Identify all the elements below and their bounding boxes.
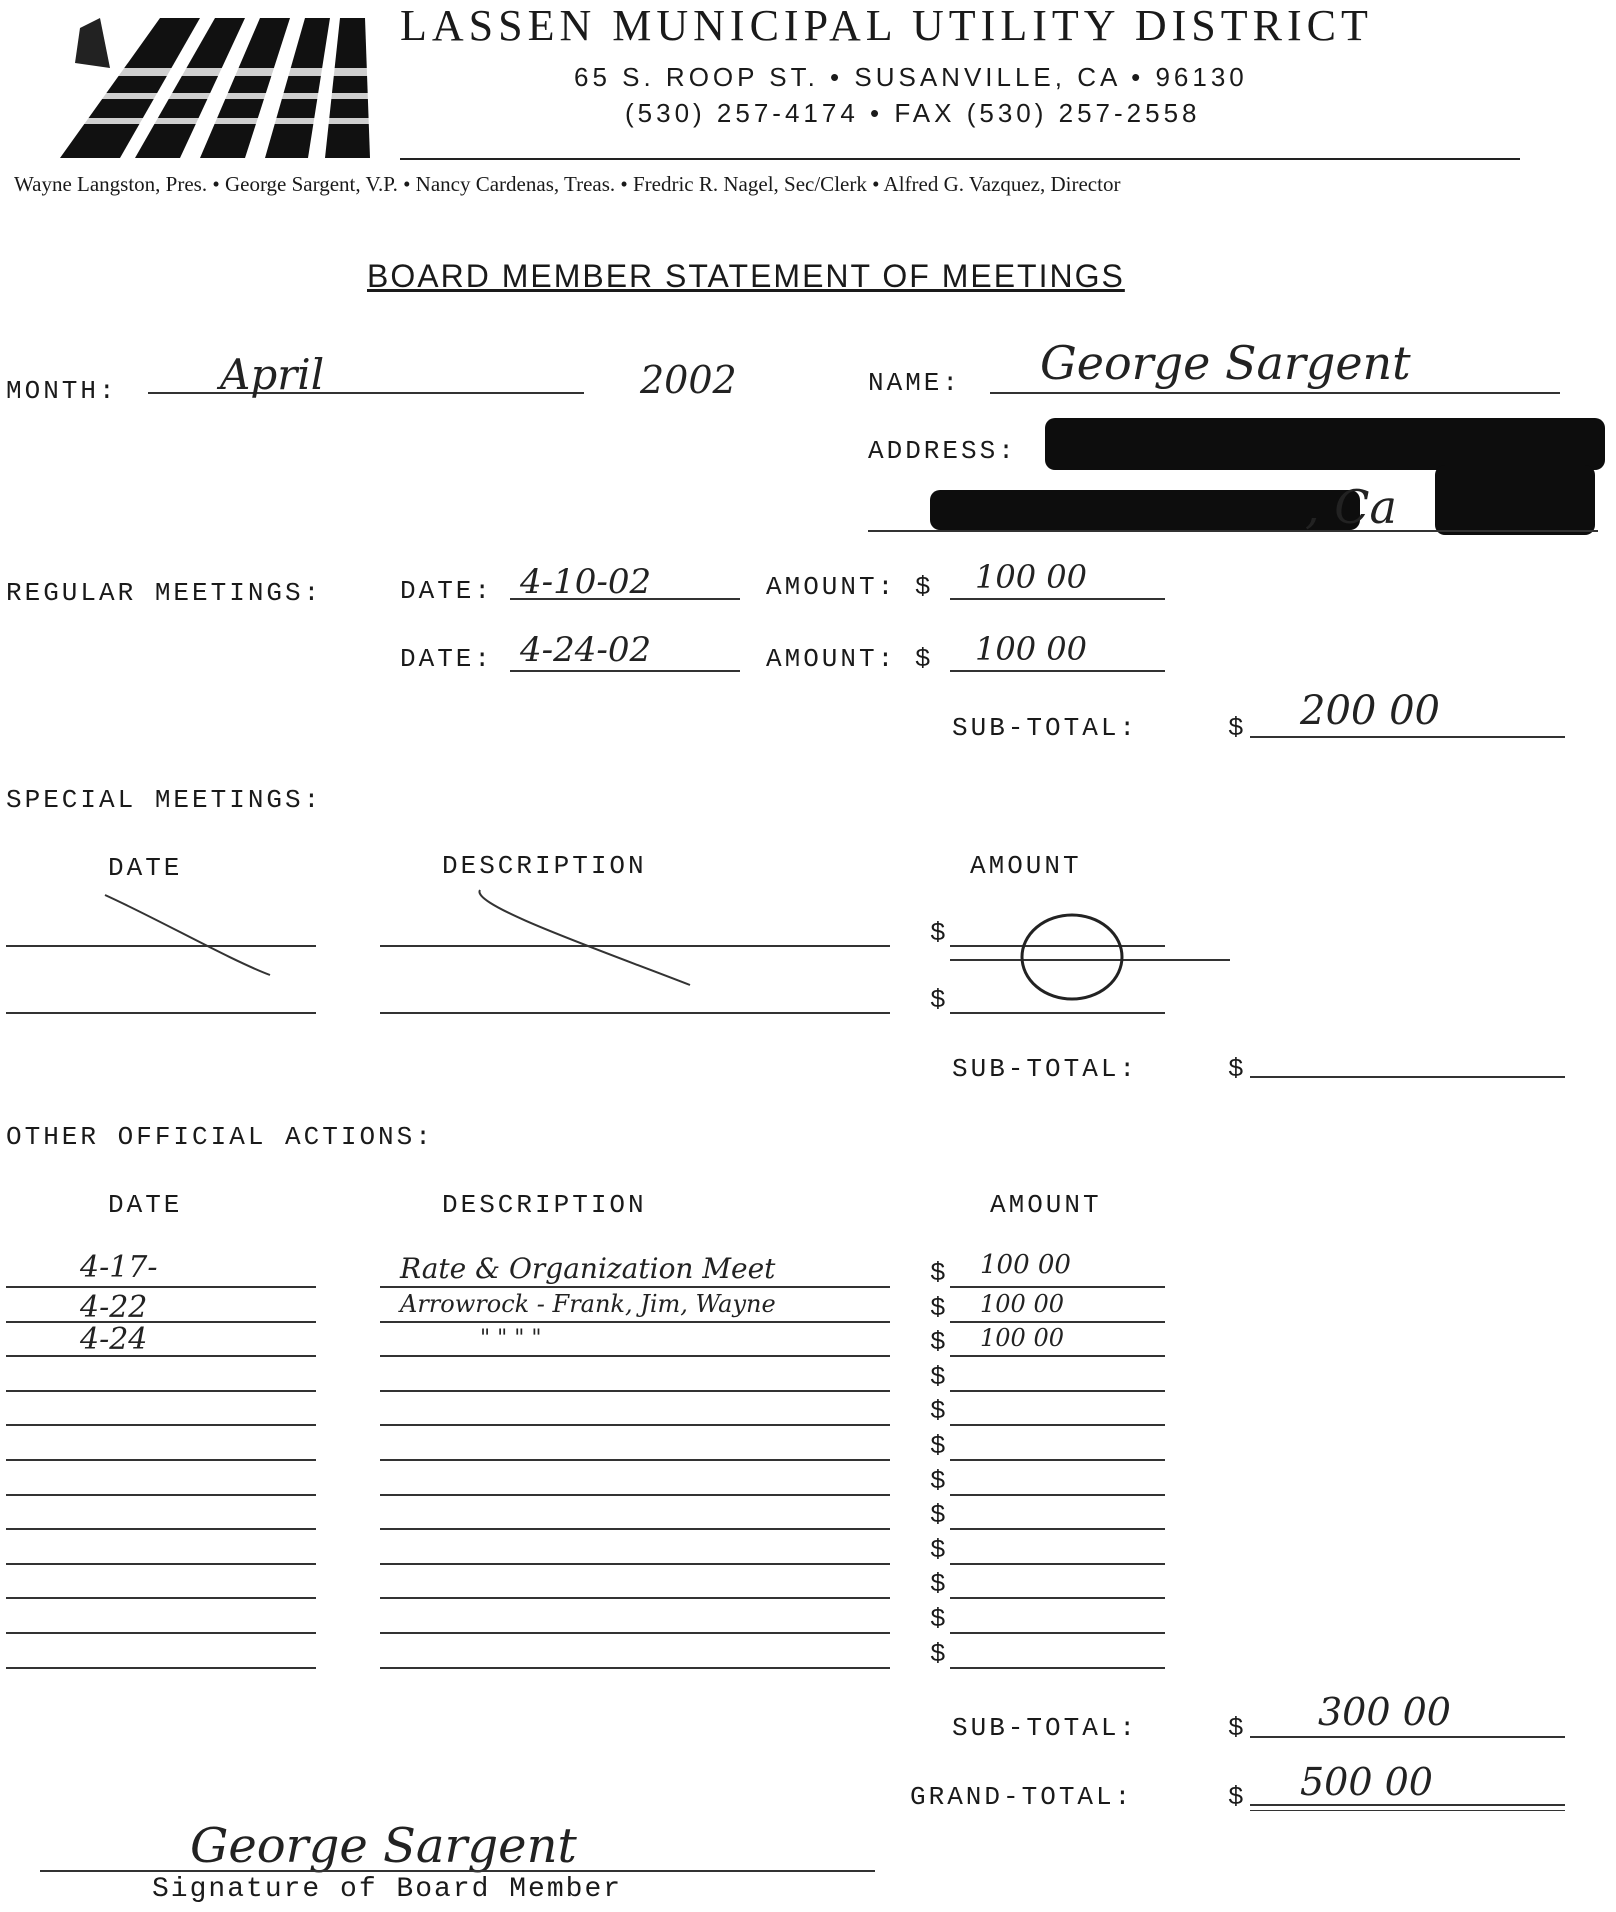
address-line (868, 530, 1598, 532)
regular-meetings-label: REGULAR MEETINGS: (6, 578, 323, 608)
other-description-line (380, 1563, 890, 1565)
regular-subtotal-currency: $ (1228, 713, 1247, 743)
special-col-amount: AMOUNT (970, 851, 1082, 881)
other-date-line (6, 1597, 316, 1599)
other-row-amount-3[interactable]: 100 00 (980, 1324, 1064, 1352)
other-description-line (380, 1459, 890, 1461)
other-description-line (380, 1424, 890, 1426)
grand-total-label: GRAND-TOTAL: (910, 1782, 1134, 1812)
other-amount-line (950, 1632, 1165, 1634)
other-col-amount: AMOUNT (990, 1190, 1102, 1220)
grand-total-value[interactable]: 500 00 (1300, 1760, 1433, 1804)
regular-amount-1[interactable]: 100 00 (975, 558, 1087, 596)
org-address: 65 S. ROOP ST. • SUSANVILLE, CA • 96130 (574, 62, 1248, 92)
other-date-line (6, 1424, 316, 1426)
other-subtotal-line (1250, 1736, 1565, 1738)
other-row-date-2[interactable]: 4-22 (80, 1290, 148, 1325)
regular-subtotal-value[interactable]: 200 00 (1300, 688, 1440, 734)
regular-date-label-1: DATE: (400, 576, 494, 606)
address-label: ADDRESS: (868, 436, 1017, 466)
other-currency-sign: $ (930, 1396, 946, 1426)
other-amount-line (950, 1390, 1165, 1392)
other-description-line (380, 1528, 890, 1530)
month-label: MONTH: (6, 376, 118, 406)
other-currency-sign: $ (930, 1639, 946, 1669)
org-phones: (530) 257-4174 • FAX (530) 257-2558 (625, 98, 1201, 128)
other-row-description-3[interactable]: " " " " (480, 1326, 542, 1351)
special-meetings-label: SPECIAL MEETINGS: (6, 785, 323, 815)
other-amount-line (950, 1494, 1165, 1496)
other-row-amount-2[interactable]: 100 00 (980, 1290, 1064, 1318)
regular-date-line-2 (510, 670, 740, 672)
org-name: LASSEN MUNICIPAL UTILITY DISTRICT (400, 1, 1373, 50)
other-amount-line (950, 1424, 1165, 1426)
grand-total-line (1250, 1804, 1565, 1806)
regular-amount-line-2 (950, 670, 1165, 672)
other-amount-line (950, 1597, 1165, 1599)
other-amount-line (950, 1321, 1165, 1323)
other-date-line (6, 1459, 316, 1461)
special-currency-2: $ (930, 985, 946, 1015)
other-currency-sign: $ (930, 1258, 946, 1288)
month-value[interactable]: April (220, 350, 325, 399)
special-amount-value (1062, 942, 1063, 944)
grand-total-double-line (1250, 1810, 1565, 1811)
address-fragment: , Ca (1305, 480, 1397, 534)
special-col-description: DESCRIPTION (442, 851, 647, 881)
signature-caption: Signature of Board Member (152, 1874, 623, 1905)
other-amount-line (950, 1459, 1165, 1461)
other-row-date-3[interactable]: 4-24 (80, 1322, 148, 1357)
address-redaction-1 (1045, 418, 1605, 470)
other-date-line (6, 1632, 316, 1634)
regular-date-label-2: DATE: (400, 644, 494, 674)
name-value[interactable]: George Sargent (1040, 336, 1411, 390)
other-date-line (6, 1390, 316, 1392)
regular-amount-label-1: AMOUNT: $ (766, 572, 934, 602)
regular-amount-line-1 (950, 598, 1165, 600)
address-redaction-2 (930, 490, 1360, 530)
regular-subtotal-label: SUB-TOTAL: (952, 713, 1139, 743)
other-row-amount-1[interactable]: 100 00 (980, 1250, 1071, 1280)
other-currency-sign: $ (930, 1500, 946, 1530)
other-description-line (380, 1286, 890, 1288)
name-label: NAME: (868, 368, 962, 398)
other-description-line (380, 1355, 890, 1357)
other-currency-sign: $ (930, 1327, 946, 1357)
other-date-line (6, 1494, 316, 1496)
other-currency-sign: $ (930, 1466, 946, 1496)
regular-date-1[interactable]: 4-10-02 (520, 562, 652, 602)
other-subtotal-value[interactable]: 300 00 (1318, 1690, 1451, 1734)
regular-date-2[interactable]: 4-24-02 (520, 630, 652, 670)
grand-total-currency: $ (1228, 1782, 1247, 1812)
other-subtotal-currency: $ (1228, 1713, 1247, 1743)
form-title: BOARD MEMBER STATEMENT OF MEETINGS (367, 258, 1125, 294)
other-amount-line (950, 1528, 1165, 1530)
other-description-line (380, 1667, 890, 1669)
signature-line (40, 1870, 875, 1872)
other-subtotal-label: SUB-TOTAL: (952, 1713, 1139, 1743)
officers-list: Wayne Langston, Pres. • George Sargent, V.P. • Nancy Cardenas, Treas. • Fredric R. Nagel, Sec/Clerk • Alfred G. Vazquez, Director (14, 172, 1121, 196)
special-currency-1: $ (930, 918, 946, 948)
other-row-date-1[interactable]: 4-17- (80, 1250, 158, 1285)
month-line (148, 392, 584, 394)
special-subtotal-currency: $ (1228, 1054, 1247, 1084)
other-actions-label: OTHER OFFICIAL ACTIONS: (6, 1122, 434, 1152)
other-amount-line (950, 1355, 1165, 1357)
other-currency-sign: $ (930, 1569, 946, 1599)
signature-value[interactable]: George Sargent (190, 1818, 577, 1874)
other-currency-sign: $ (930, 1535, 946, 1565)
other-col-date: DATE (108, 1190, 183, 1220)
year-value[interactable]: 2002 (640, 358, 737, 402)
other-currency-sign: $ (930, 1362, 946, 1392)
letterhead-rule (400, 158, 1520, 160)
other-currency-sign: $ (930, 1293, 946, 1323)
other-amount-line (950, 1667, 1165, 1669)
other-date-line (6, 1528, 316, 1530)
other-row-description-1[interactable]: Rate & Organization Meet (400, 1252, 776, 1285)
special-col-date: DATE (108, 853, 183, 883)
other-date-line (6, 1563, 316, 1565)
special-subtotal-label: SUB-TOTAL: (952, 1054, 1139, 1084)
other-currency-sign: $ (930, 1604, 946, 1634)
other-date-line (6, 1667, 316, 1669)
other-currency-sign: $ (930, 1431, 946, 1461)
special-amount-value-zero (1010, 902, 1140, 1012)
regular-subtotal-line (1250, 736, 1565, 738)
other-date-line (6, 1355, 316, 1357)
other-amount-line (950, 1563, 1165, 1565)
other-description-line (380, 1632, 890, 1634)
other-description-line (380, 1321, 890, 1323)
other-description-line (380, 1597, 890, 1599)
other-row-description-2[interactable]: Arrowrock - Frank, Jim, Wayne (400, 1290, 776, 1318)
other-description-line (380, 1390, 890, 1392)
regular-amount-2[interactable]: 100 00 (975, 630, 1087, 668)
other-description-line (380, 1494, 890, 1496)
special-subtotal-line (1250, 1076, 1565, 1078)
name-line (990, 392, 1560, 394)
lmud-logo (40, 8, 390, 164)
other-date-line (6, 1286, 316, 1288)
address-redaction-3 (1435, 465, 1595, 535)
other-date-line (6, 1321, 316, 1323)
other-amount-line (950, 1286, 1165, 1288)
regular-amount-label-2: AMOUNT: $ (766, 644, 934, 674)
other-col-description: DESCRIPTION (442, 1190, 647, 1220)
